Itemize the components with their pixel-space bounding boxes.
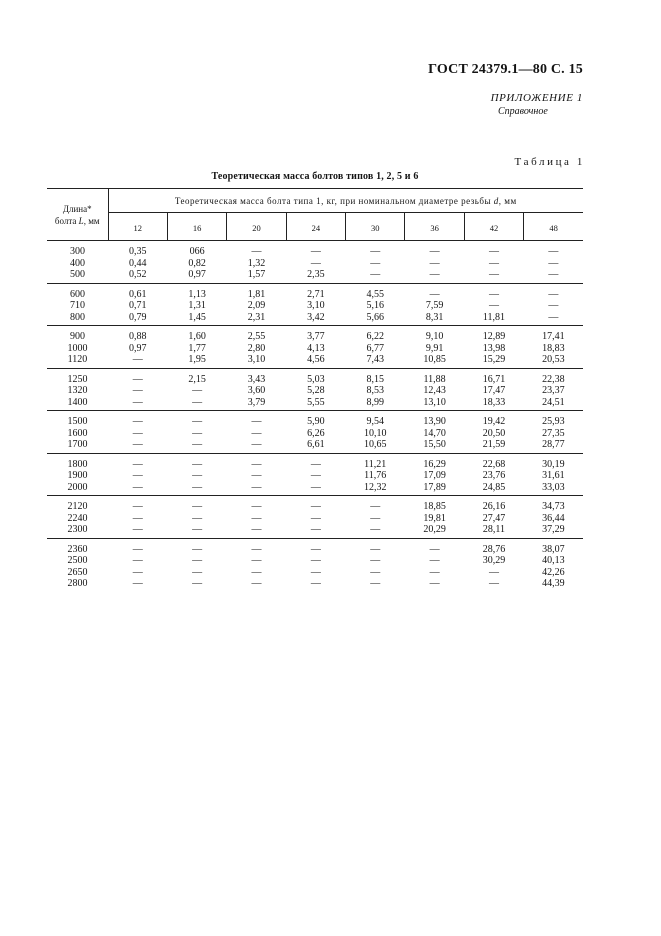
mass-cell: — bbox=[108, 453, 167, 470]
mass-cell: 2,55 bbox=[227, 326, 286, 343]
mass-cell: 4,56 bbox=[307, 354, 325, 365]
table-row bbox=[47, 555, 583, 567]
mass-cell: — bbox=[108, 538, 167, 555]
row-group bbox=[47, 453, 583, 496]
mass-cell: 17,89 bbox=[423, 481, 446, 493]
diameter-header-24: 24 bbox=[286, 213, 345, 241]
diameter-header-16: 16 bbox=[167, 213, 226, 241]
table-row bbox=[47, 269, 583, 283]
mass-cell: 10,65 bbox=[363, 439, 387, 450]
mass-cell: — bbox=[227, 411, 286, 428]
mass-cell: — bbox=[227, 453, 286, 470]
mass-cell: 4,55 bbox=[346, 283, 405, 300]
mass-cell: 12,43 bbox=[423, 385, 446, 396]
mass-cell: — bbox=[370, 269, 381, 280]
row-group bbox=[47, 283, 583, 326]
mass-cell: — bbox=[429, 257, 440, 269]
appendix-label: ПРИЛОЖЕНИЕ 1 bbox=[490, 92, 583, 104]
mass-cell: 22,68 bbox=[464, 453, 523, 470]
mass-cell: — bbox=[227, 496, 286, 513]
mass-cell: — bbox=[488, 269, 499, 280]
table-row bbox=[47, 428, 583, 440]
mass-cell: 5,28 bbox=[307, 385, 325, 396]
mass-cell: 13,98 bbox=[482, 342, 506, 354]
mass-cell: — bbox=[548, 311, 559, 323]
mass-cell: 066 bbox=[167, 241, 226, 258]
mass-cell: — bbox=[167, 496, 226, 513]
mass-cell: 27,47 bbox=[482, 512, 506, 524]
mass-cell: — bbox=[192, 555, 203, 566]
diameter-header-30: 30 bbox=[346, 213, 405, 241]
table-title: Теоретическая масса болтов типов 1, 2, 5 и 6 bbox=[211, 171, 419, 182]
mass-cell: — bbox=[370, 566, 381, 578]
mass-cell: 11,81 bbox=[482, 311, 505, 323]
table-row bbox=[47, 343, 583, 355]
mass-cell: — bbox=[310, 470, 321, 481]
diameter-header-42: 42 bbox=[464, 213, 523, 241]
mass-cell: — bbox=[167, 538, 226, 555]
mass-cell: 13,90 bbox=[405, 411, 464, 428]
mass-cell: 6,26 bbox=[307, 427, 325, 439]
mass-cell: 30,19 bbox=[524, 453, 583, 470]
bolt-mass-table bbox=[47, 188, 583, 592]
mass-cell: — bbox=[132, 578, 143, 589]
mass-cell: 18,85 bbox=[405, 496, 464, 513]
mass-cell: — bbox=[346, 538, 405, 555]
mass-cell: — bbox=[132, 481, 143, 493]
mass-cell: 2,80 bbox=[247, 342, 266, 354]
mass-cell: 3,10 bbox=[307, 300, 325, 311]
diameter-header-12: 12 bbox=[108, 213, 167, 241]
mass-cell: 16,29 bbox=[405, 453, 464, 470]
mass-cell: 9,10 bbox=[405, 326, 464, 343]
mass-cell: — bbox=[548, 269, 559, 280]
mass-cell: — bbox=[251, 578, 262, 589]
mass-cell: — bbox=[132, 439, 143, 450]
mass-cell: 6,61 bbox=[307, 439, 325, 450]
length-cell: 2000 bbox=[67, 481, 88, 493]
mass-cell: 18,83 bbox=[542, 342, 565, 354]
mass-cell: — bbox=[132, 427, 143, 439]
mass-cell: — bbox=[286, 496, 345, 513]
table-row bbox=[47, 326, 583, 343]
mass-cell: — bbox=[251, 470, 262, 481]
mass-cell: — bbox=[192, 524, 203, 535]
mass-header-prefix: Теоретическая масса болта типа 1, кг, при номинальном диаметре резьбы bbox=[174, 195, 494, 206]
mass-cell: 33,03 bbox=[542, 481, 565, 493]
length-cell: 2300 bbox=[67, 524, 88, 535]
mass-cell: 15,29 bbox=[482, 354, 506, 365]
mass-cell: 37,29 bbox=[542, 524, 565, 535]
table-row bbox=[47, 241, 583, 258]
length-cell: 2360 bbox=[47, 538, 108, 555]
mass-cell: — bbox=[310, 481, 321, 493]
table-row bbox=[47, 496, 583, 513]
mass-header-suffix: , мм bbox=[498, 195, 517, 206]
table-row bbox=[47, 470, 583, 482]
mass-cell: 0,79 bbox=[128, 311, 147, 323]
mass-cell: — bbox=[132, 566, 143, 578]
length-header-line2 bbox=[47, 215, 108, 227]
mass-cell: 2,09 bbox=[247, 300, 266, 311]
mass-cell: 5,55 bbox=[307, 396, 325, 408]
mass-cell: — bbox=[310, 257, 321, 269]
mass-cell: — bbox=[251, 512, 262, 524]
mass-cell: — bbox=[192, 396, 203, 408]
row-group bbox=[47, 411, 583, 454]
mass-cell: — bbox=[524, 283, 583, 300]
length-cell: 400 bbox=[70, 257, 85, 269]
mass-cell: — bbox=[488, 257, 499, 269]
mass-cell: 6,77 bbox=[366, 342, 384, 354]
mass-cell: 9,54 bbox=[346, 411, 405, 428]
table-row bbox=[47, 397, 583, 411]
length-cell: 2800 bbox=[67, 578, 88, 589]
mass-cell: 12,89 bbox=[464, 326, 523, 343]
mass-cell: 34,73 bbox=[524, 496, 583, 513]
mass-cell: 24,85 bbox=[482, 481, 506, 493]
mass-cell: — bbox=[429, 555, 440, 566]
mass-cell: — bbox=[488, 300, 499, 311]
mass-cell: 4,13 bbox=[307, 342, 325, 354]
diameter-header-48: 48 bbox=[524, 213, 583, 241]
diameter-header-36: 36 bbox=[405, 213, 464, 241]
mass-cell: — bbox=[346, 241, 405, 258]
mass-cell: — bbox=[310, 566, 321, 578]
mass-cell: — bbox=[251, 427, 262, 439]
length-cell: 900 bbox=[47, 326, 108, 343]
mass-cell: 2,15 bbox=[167, 368, 226, 385]
mass-cell: 44,39 bbox=[542, 578, 565, 589]
mass-cell: 19,81 bbox=[423, 512, 446, 524]
length-cell: 1900 bbox=[67, 470, 88, 481]
mass-cell: 8,53 bbox=[366, 385, 384, 396]
mass-cell: — bbox=[251, 555, 262, 566]
mass-cell: — bbox=[488, 566, 499, 578]
table-row bbox=[47, 368, 583, 385]
mass-cell: 17,47 bbox=[482, 385, 506, 396]
mass-cell: 5,90 bbox=[286, 411, 345, 428]
mass-cell: 9,91 bbox=[425, 342, 444, 354]
mass-cell: 6,22 bbox=[346, 326, 405, 343]
row-group bbox=[47, 538, 583, 592]
mass-cell: — bbox=[405, 241, 464, 258]
mass-cell: — bbox=[310, 524, 321, 535]
mass-cell: — bbox=[192, 578, 203, 589]
mass-cell: 17,41 bbox=[524, 326, 583, 343]
length-cell: 1000 bbox=[67, 342, 88, 354]
mass-cell: 0,71 bbox=[128, 300, 147, 311]
mass-cell: 26,16 bbox=[464, 496, 523, 513]
length-cell: 1700 bbox=[67, 439, 88, 450]
mass-cell: — bbox=[370, 555, 381, 566]
table-row bbox=[47, 482, 583, 496]
mass-cell: 1,32 bbox=[247, 257, 266, 269]
mass-cell: 11,88 bbox=[405, 368, 464, 385]
mass-cell: 16,71 bbox=[464, 368, 523, 385]
row-group bbox=[47, 241, 583, 284]
mass-cell: — bbox=[192, 427, 203, 439]
length-cell: 1250 bbox=[47, 368, 108, 385]
mass-cell: — bbox=[464, 241, 523, 258]
mass-cell: — bbox=[310, 555, 321, 566]
mass-cell: 38,07 bbox=[524, 538, 583, 555]
length-cell: 2120 bbox=[47, 496, 108, 513]
mass-cell: 5,16 bbox=[366, 300, 384, 311]
mass-cell: 1,77 bbox=[188, 342, 206, 354]
table-row bbox=[47, 300, 583, 312]
mass-cell: — bbox=[132, 555, 143, 566]
mass-cell: 11,76 bbox=[364, 470, 387, 481]
mass-cell: — bbox=[227, 241, 286, 258]
length-cell: 710 bbox=[70, 300, 85, 311]
table-row bbox=[47, 567, 583, 579]
mass-cell: 1,31 bbox=[188, 300, 206, 311]
table-header bbox=[47, 189, 583, 241]
mass-cell: 10,85 bbox=[423, 354, 446, 365]
table-row bbox=[47, 439, 583, 453]
mass-cell: — bbox=[251, 439, 262, 450]
table-row bbox=[47, 312, 583, 326]
mass-cell: 30,29 bbox=[482, 555, 506, 566]
mass-cell: — bbox=[192, 470, 203, 481]
mass-cell: 27,35 bbox=[542, 427, 565, 439]
appendix-type: Справочное bbox=[498, 106, 548, 117]
mass-cell: 1,60 bbox=[167, 326, 226, 343]
mass-cell: — bbox=[227, 538, 286, 555]
mass-cell: 12,32 bbox=[363, 481, 387, 493]
mass-cell: — bbox=[132, 396, 143, 408]
mass-cell: 8,99 bbox=[366, 396, 384, 408]
mass-cell: 2,35 bbox=[307, 269, 325, 280]
mass-cell: — bbox=[429, 566, 440, 578]
mass-cell: — bbox=[108, 496, 167, 513]
mass-cell: — bbox=[346, 496, 405, 513]
length-cell: 1120 bbox=[67, 354, 88, 365]
mass-cell: 1,45 bbox=[188, 311, 206, 323]
mass-cell: 10,10 bbox=[363, 427, 387, 439]
row-group bbox=[47, 496, 583, 539]
mass-cell: 22,38 bbox=[524, 368, 583, 385]
mass-cell: 3,77 bbox=[286, 326, 345, 343]
table-number-label: Таблица 1 bbox=[514, 156, 585, 168]
mass-cell: 19,42 bbox=[464, 411, 523, 428]
diameter-header-20: 20 bbox=[227, 213, 286, 241]
mass-cell: — bbox=[192, 566, 203, 578]
mass-cell: — bbox=[167, 453, 226, 470]
length-cell: 600 bbox=[47, 283, 108, 300]
mass-cell: 3,60 bbox=[247, 385, 266, 396]
length-cell: 1500 bbox=[47, 411, 108, 428]
mass-cell: — bbox=[370, 524, 381, 535]
mass-cell: — bbox=[192, 385, 203, 396]
mass-cell: — bbox=[548, 300, 559, 311]
mass-cell: 0,88 bbox=[108, 326, 167, 343]
mass-cell: 1,95 bbox=[188, 354, 206, 365]
table-row bbox=[47, 283, 583, 300]
mass-cell: 3,43 bbox=[227, 368, 286, 385]
table-row bbox=[47, 385, 583, 397]
length-cell: 2240 bbox=[67, 512, 88, 524]
mass-cell: — bbox=[524, 241, 583, 258]
mass-cell: 36,44 bbox=[542, 512, 565, 524]
length-cell: 800 bbox=[70, 311, 85, 323]
mass-cell: 3,42 bbox=[307, 311, 325, 323]
length-column-header bbox=[47, 189, 108, 241]
length-cell: 1600 bbox=[67, 427, 88, 439]
table-row bbox=[47, 354, 583, 368]
mass-cell: 40,13 bbox=[542, 555, 565, 566]
mass-cell: — bbox=[310, 512, 321, 524]
length-cell: 1800 bbox=[47, 453, 108, 470]
length-cell: 1400 bbox=[67, 396, 88, 408]
mass-cell: — bbox=[429, 269, 440, 280]
mass-cell: — bbox=[132, 354, 143, 365]
mass-cell: — bbox=[251, 524, 262, 535]
length-cell: 2650 bbox=[67, 566, 88, 578]
mass-cell: — bbox=[108, 411, 167, 428]
mass-cell: — bbox=[429, 578, 440, 589]
mass-cell: — bbox=[132, 385, 143, 396]
mass-cell: — bbox=[132, 524, 143, 535]
mass-cell: — bbox=[405, 538, 464, 555]
mass-cell: — bbox=[370, 512, 381, 524]
mass-cell: 23,37 bbox=[542, 385, 565, 396]
table-row bbox=[47, 411, 583, 428]
mass-cell: 28,77 bbox=[542, 439, 565, 450]
mass-cell: — bbox=[405, 283, 464, 300]
mass-cell: 7,43 bbox=[366, 354, 384, 365]
mass-cell: — bbox=[132, 512, 143, 524]
row-group bbox=[47, 368, 583, 411]
table-row bbox=[47, 524, 583, 538]
mass-cell: 31,61 bbox=[542, 470, 565, 481]
mass-cell: 23,76 bbox=[482, 470, 506, 481]
mass-cell: 1,13 bbox=[167, 283, 226, 300]
mass-cell: — bbox=[192, 439, 203, 450]
mass-cell: 20,53 bbox=[542, 354, 565, 365]
mass-cell: 25,93 bbox=[524, 411, 583, 428]
mass-cell: 28,11 bbox=[482, 524, 505, 535]
mass-cell: — bbox=[464, 283, 523, 300]
mass-cell: 0,44 bbox=[128, 257, 147, 269]
mass-cell: 2,71 bbox=[286, 283, 345, 300]
mass-cell: 13,10 bbox=[423, 396, 446, 408]
row-group bbox=[47, 326, 583, 369]
mass-cell: 3,10 bbox=[247, 354, 266, 365]
mass-cell: 17,09 bbox=[423, 470, 446, 481]
length-header-line1: Длина* bbox=[62, 203, 92, 214]
mass-cell: 0,35 bbox=[108, 241, 167, 258]
mass-cell: — bbox=[286, 538, 345, 555]
mass-cell: 8,31 bbox=[425, 311, 444, 323]
length-cell: 1320 bbox=[67, 385, 88, 396]
table-row bbox=[47, 538, 583, 555]
mass-cell: 1,57 bbox=[247, 269, 266, 280]
mass-cell: — bbox=[548, 257, 559, 269]
mass-cell: — bbox=[192, 512, 203, 524]
length-cell: 2500 bbox=[67, 555, 88, 566]
mass-cell: 5,03 bbox=[286, 368, 345, 385]
mass-cell: — bbox=[310, 578, 321, 589]
mass-cell: 15,50 bbox=[423, 439, 446, 450]
mass-cell: 14,70 bbox=[423, 427, 446, 439]
mass-cell: 3,79 bbox=[247, 396, 266, 408]
mass-cell: 7,59 bbox=[425, 300, 444, 311]
mass-cell: 5,66 bbox=[366, 311, 384, 323]
mass-cell: — bbox=[167, 411, 226, 428]
diameter-header-row bbox=[47, 213, 583, 241]
mass-cell: 42,26 bbox=[542, 566, 565, 578]
mass-cell: — bbox=[370, 578, 381, 589]
mass-column-group-header bbox=[108, 189, 583, 213]
mass-cell: 1,81 bbox=[227, 283, 286, 300]
mass-cell: 20,50 bbox=[482, 427, 506, 439]
diameter-symbol: d bbox=[493, 195, 499, 206]
header-row bbox=[47, 189, 583, 213]
mass-cell: 0,61 bbox=[108, 283, 167, 300]
mass-cell: — bbox=[251, 566, 262, 578]
length-header-prefix: болта bbox=[54, 215, 79, 226]
mass-cell: — bbox=[488, 578, 499, 589]
mass-cell: — bbox=[192, 481, 203, 493]
length-header-suffix: , мм bbox=[83, 215, 100, 226]
table-row bbox=[47, 578, 583, 592]
mass-cell: — bbox=[108, 368, 167, 385]
mass-cell: — bbox=[370, 257, 381, 269]
mass-cell: 0,97 bbox=[128, 342, 147, 354]
mass-cell: 2,31 bbox=[247, 311, 266, 323]
table-row bbox=[47, 453, 583, 470]
length-cell: 300 bbox=[47, 241, 108, 258]
length-cell: 500 bbox=[70, 269, 85, 280]
mass-cell: 18,33 bbox=[482, 396, 506, 408]
mass-cell: — bbox=[251, 481, 262, 493]
length-symbol: L bbox=[78, 215, 84, 226]
mass-cell: — bbox=[132, 470, 143, 481]
mass-cell: — bbox=[286, 241, 345, 258]
mass-cell: 21,59 bbox=[482, 439, 506, 450]
table-row bbox=[47, 258, 583, 270]
mass-cell: 0,97 bbox=[188, 269, 206, 280]
mass-cell: 8,15 bbox=[346, 368, 405, 385]
table-row bbox=[47, 513, 583, 525]
mass-cell: 0,82 bbox=[188, 257, 206, 269]
mass-cell: — bbox=[286, 453, 345, 470]
mass-cell: 28,76 bbox=[464, 538, 523, 555]
mass-cell: 11,21 bbox=[346, 453, 405, 470]
mass-cell: 20,29 bbox=[423, 524, 446, 535]
standard-page-header: ГОСТ 24379.1—80 С. 15 bbox=[428, 62, 583, 77]
mass-cell: 24,51 bbox=[542, 396, 565, 408]
mass-cell: 0,52 bbox=[128, 269, 147, 280]
